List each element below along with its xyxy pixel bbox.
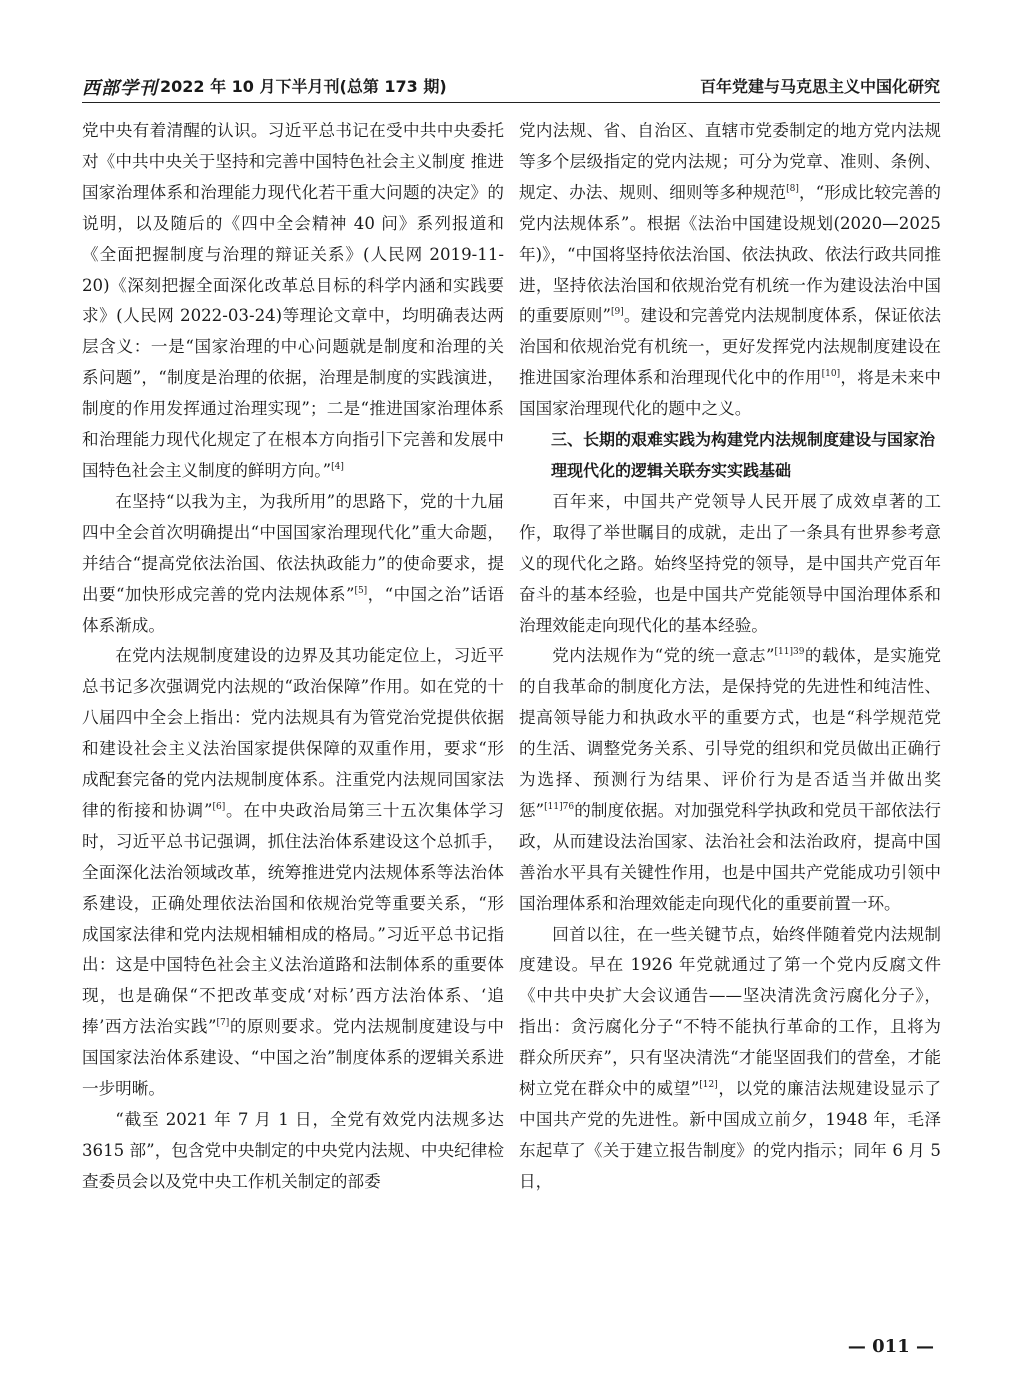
citation-ref: [11]39 <box>774 647 805 658</box>
body-paragraph <box>519 641 941 919</box>
text-run: 。建设和完善党内法规制度体系，保证依法治国和依规治党有机统一，更好发挥党内法规制度建设在推进国家治理体系和治理现代化中的作用 <box>519 306 941 388</box>
text-run: 在党内法规制度建设的边界及其功能定位上，习近平总书记多次强调党内法规的“政治保障”作用。如在党的十八届四中全会上指出：党内法规具有为管党治党提供依据和建设社会主义法治国家提供保障的双重作用，要求“形成配套完备的党内法规制度体系。注重党内法规同国家法律的衔接和协调” <box>82 646 504 820</box>
text-run: 回首以往，在一些关键节点，始终伴随着党内法规制度建设。早在 1926 年党就通过了第一个党内反腐文件《中共中央扩大会议通告——坚决清洗贪污腐化分子》，指出：贪污腐化分子“不特不能执行革命的工作，且将为群众所厌弃”，只有坚决清洗“才能坚固我们的营垒，才能树立党在群众中的威望” <box>519 924 941 1099</box>
text-run: 党内法规、省、自治区、直辖市党委制定的地方党内法规等多个层级指定的党内法规；可分为党章、准则、条例、规定、办法、规则、细则等多种规范 <box>519 121 941 202</box>
body-paragraph <box>519 116 941 425</box>
body-paragraph <box>82 1105 504 1198</box>
text-run: ，“中国之治”话语体系渐成。 <box>82 584 504 635</box>
citation-ref: [7] <box>216 1018 230 1029</box>
journal-name: 西部学刊 <box>82 78 158 99</box>
page-number: — 011 — <box>847 1336 934 1357</box>
text-run: 的载体，是实施党的自我革命的制度化方法，是保持党的先进性和纯洁性、提高领导能力和执政水平的重要方式，也是“科学规范党的生活、调整党务关系、引导党的组织和党员做出正确行为选择、预测行为结果、评价行为是否适当并做出奖惩” <box>519 646 941 820</box>
body-paragraph <box>519 487 941 642</box>
text-run: ，将是未来中国国家治理现代化的题中之义。 <box>519 368 941 419</box>
citation-ref: [6] <box>212 801 226 812</box>
citation-ref: [9] <box>610 307 624 318</box>
section-title: 百年党建与马克思主义中国化研究 <box>699 77 940 96</box>
header-rule <box>82 102 940 103</box>
body-paragraph <box>82 641 504 1105</box>
text-run: ，以党的廉洁法规建设显示了中国共产党的先进性。新中国成立前夕，1948 年，毛泽东起草了《关于建立报告制度》的党内指示；同年 6 月 5 日， <box>519 1079 941 1191</box>
text-run: 的制度依据。对加强党科学执政和党员干部依法行政，从而建设法治国家、法治社会和法治政府，提高中国善治水平具有关键性作用，也是中国共产党能成功引领中国治理体系和治理效能走向现代化的重要前置一环。 <box>519 800 941 913</box>
citation-ref: [11]76 <box>544 801 575 812</box>
running-header <box>82 72 940 102</box>
body-paragraph <box>82 116 504 487</box>
citation-ref: [12] <box>699 1080 718 1091</box>
text-run: ，“形成比较完善的党内法规体系”。根据《法治中国建设规划(2020—2025 年)》，“中国将坚持依法治国、依法执政、依法行政共同推进，坚持依法治国和依规治党有机统一作为建设法治中国的重要原则” <box>519 182 941 326</box>
issue-info: 2022 年 10 月下半月刊(总第 173 期) <box>160 77 447 96</box>
text-run: 在坚持“以我为主，为我所用”的思路下，党的十九届四中全会首次明确提出“中国国家治理现代化”重大命题，并结合“提高党依法治国、依法执政能力”的使命要求，提出要“加快形成完善的党内法规体系” <box>82 491 504 604</box>
right-column <box>519 116 941 1306</box>
text-run: 党内法规作为“党的统一意志” <box>552 646 775 666</box>
text-run: 党中央有着清醒的认识。习近平总书记在受中共中央委托对《中共中央关于坚持和完善中国特色社会主义制度 推进国家治理体系和治理能力现代化若干重大问题的决定》的说明，以及随后的《四中全会精神 40 问》系列报道和《全面把握制度与治理的辩证关系》(人民网 2019-11-20)《深刻把握全面深化改革总目标的科学内涵和实践要求》(人民网 2022-03-24)等理论文章中，均明确表达两层含义：一是“国家治理的中心问题就是制度和治理的关系问题”，“制度是治理的依据，治理是制度的实践演进，制度的作用发挥通过治理实现”；二是“推进国家治理体系和治理能力现代化规定了在根本方向指引下完善和发展中国特色社会主义制度的鲜明方向。” <box>82 121 504 480</box>
body-paragraph <box>519 920 941 1198</box>
text-run: 百年来，中国共产党领导人民开展了成效卓著的工作，取得了举世瞩目的成就，走出了一条具有世界参考意义的现代化之路。始终坚持党的领导，是中国共产党百年奋斗的基本经验，也是中国共产党能领导中国治理体系和治理效能走向现代化的基本经验。 <box>519 491 941 635</box>
text-run: 的原则要求。党内法规制度建设与中国国家法治体系建设、“中国之治”制度体系的逻辑关系进一步明晰。 <box>82 1017 504 1099</box>
citation-ref: [5] <box>354 585 368 596</box>
text-run: “截至 2021 年 7 月 1 日，全党有效党内法规多达 3615 部”，包含党中央制定的中央党内法规、中央纪律检查委员会以及党中央工作机关制定的部委 <box>82 1110 504 1191</box>
body-paragraph <box>82 487 504 642</box>
citation-ref: [8] <box>786 183 799 194</box>
text-run: 。在中央政治局第三十五次集体学习时，习近平总书记强调，抓住法治体系建设这个总抓手，全面深化法治领域改革，统筹推进党内法规体系等法治体系建设，正确处理依法治国和依规治党等重要关系，“形成国家法律和党内法规相辅相成的格局。”习近平总书记指出：这是中国特色社会主义法治道路和法制体系的重要体现，也是确保“不把改革变成‘对标’西方法治体系、‘追捧’西方法治实践” <box>82 800 504 1037</box>
citation-ref: [10] <box>821 369 841 380</box>
left-column <box>82 116 504 1306</box>
citation-ref: [4] <box>331 461 344 472</box>
section-heading: 三、长期的艰难实践为构建党内法规制度建设与国家治理现代化的逻辑关联夯实实践基础 <box>551 430 936 480</box>
